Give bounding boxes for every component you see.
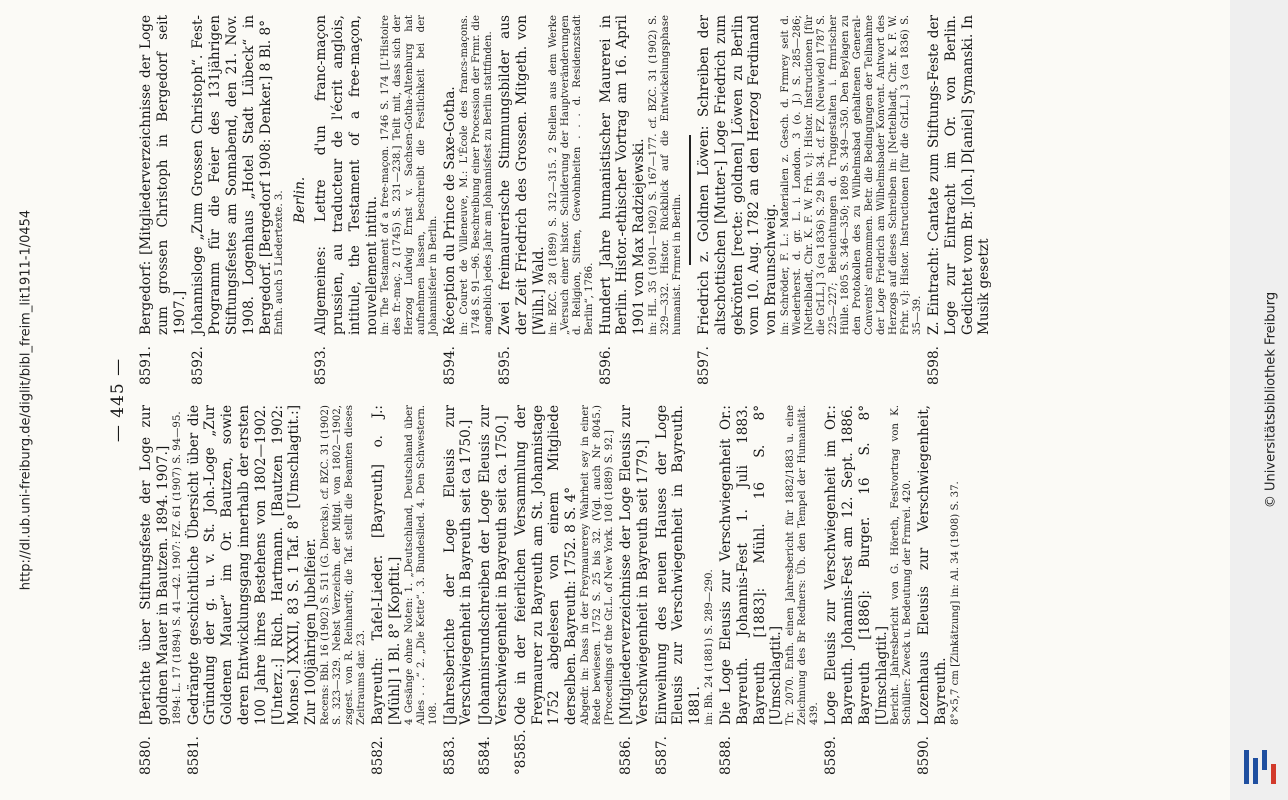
- source-url[interactable]: http://dl.ub.uni-freiburg.de/diglit/bibl_freim_lit1911-1/0454: [18, 209, 34, 591]
- entry-title: Z. Eintracht: Cantate zum Stiftungs-Feste der Loge zur Eintracht im Or. von Berlin. Gedichtet vom Br. J[oh.] D[aniel] Symanski. In Musik gesetzt: [925, 15, 993, 335]
- entry-title: Réception du Prince de Saxe-Gotha.: [442, 86, 459, 335]
- entry-title: Johannisloge „Zum Grossen Christoph“. Fest-Programm für die Feier des 131jährigen Stiftungsfestes am Sonnabend, den 21. Nov. 1908. Logenhaus „Hotel Stadt Lübeck“ in Bergedorf. [Bergedorf 1908: Denker.] 8 Bl. 8°: [190, 15, 274, 335]
- entry-note: in: HL. 35 (1901—1902) S. 167—177. cf. BZC. 31 (1902) S. 329—332. Histor. Rückblick auf die Entwickelungsphase humanist. Frmrei in Berlin.: [647, 15, 683, 335]
- bibliography-entry: [718, 405, 821, 775]
- entry-note: in: Schröder, F. L.: Materialien z. Gesch. d. Frmrey seit d. Wiederherst. d. gr. L. i. London. 3 (o. J.) S. 285—286; [Nettelbladt, Chr. K. F. W. Frh. v.]: Histor. Instructionen [für die GrLL.] 3 (ca 1836) S. 29 bis 34. cf. FZ. (Neuwied) 1787 S. 225—227; Beleuchtungen d. Truggestalten i. frmrischer Hülle. 1805 S. 346—350; 1809 S. 349—350. Den Beylagen zu den Protokollen des zu Wilhelmsbad gehaltenen General-Convents' entnommen. Betr. die Bedingungen der Teilnahme der Loge Friedrich am Wilhelmsbader Konvent. Antwort des Herzogs auf dieses Schreiben in: [Nettelbladt, Chr. K. F. W. Frhr. v.]: Histor. Instructionen [für die GrLL.] 3 (ca 1836) S. 35—39.: [779, 15, 923, 335]
- bibliography-entry: [138, 15, 188, 385]
- sidebar: [1230, 0, 1288, 800]
- entry-number: 8594.: [442, 346, 459, 385]
- entry-title: Ode in der feierlichen Versammlung der Freymaurer zu Bayreuth am St. Johannistage 1752 abgelesen von einem Mitgliede derselben. Bayreuth: 1752. 8 S. 4°: [512, 405, 580, 725]
- right-column: [138, 15, 995, 385]
- entry-number: °8585.: [512, 729, 529, 775]
- entry-number: 8588.: [717, 736, 734, 775]
- entry-note: in: Bh. 24 (1881) S. 289—290.: [703, 569, 715, 725]
- bibliography-entry: [654, 405, 716, 775]
- entry-title: Zwei freimaurerische Stimmungsbilder aus der Zeit Friedrich des Grossen. Mitgeth. von [Wilh.] Wald.: [497, 15, 547, 335]
- entry-title: Die Loge Eleusis zur Verschwiegenheit Or.: Bayreuth. Johannis-Fest 1. Juli 1883. Bayreuth [1883]: Mühl. 16 S. 8° [Umschlagtit.]: [717, 405, 785, 725]
- entry-title: Hundert Jahre humanistischer Maurerei in Berlin. Histor.-ethischer Vortrag am 16. April 1901 von Max Radziejewski.: [597, 15, 648, 335]
- bibliography-entry: [513, 405, 616, 775]
- bibliography-entry: [696, 15, 924, 385]
- bibliography-entry: [823, 405, 914, 775]
- bibliography-entry: [442, 15, 495, 385]
- entry-note: in: BZC. 28 (1899) S. 312—315. 2 Stellen aus dem Werke „Versuch einer histor. Schilderung der Hauptveränderungen d. Religion, Sitten, Gewohnheiten . . . d. Residenzstadt Berlin“, 1786.: [547, 15, 595, 335]
- entry-number: 8581.: [185, 736, 202, 775]
- entry-title: Allgemeines: Lettre d'un franc-maçon prussien, au traducteur de l'écrit anglois, intitule, the Testament of a free-maçon, nouvellement intitu.: [313, 15, 380, 335]
- entry-number: 8593.: [313, 346, 330, 385]
- entry-number: 8580.: [138, 736, 154, 775]
- entry-title: Lozenhaus Eleusis zur Verschwiegenheit, Bayreuth.: [916, 405, 950, 725]
- bibliography-entry: [370, 405, 440, 775]
- entry-title: [Johannisrundschreiben der Loge Eleusis zur Verschwiegenheit in Bayreuth seit ca. 1750.]: [477, 405, 510, 725]
- entry-number: 8582.: [369, 736, 386, 775]
- bibliography-entry: [916, 405, 962, 775]
- entry-note: 8°×5,7 cm [Zinkätzung] in: Al. 34 (1908) S. 37.: [949, 481, 961, 725]
- entry-note: Enth. auch 5 Liedertexte. 3.: [274, 190, 286, 335]
- bibliography-entry: [618, 405, 652, 775]
- section-heading: Berlin.: [292, 176, 309, 224]
- entry-number: 8583.: [441, 736, 458, 775]
- entry-title: Einweihung des neuen Hauses der Loge Eleusis zur Verschwiegenheit in Bayreuth. 1881.: [653, 405, 704, 725]
- entry-number: 8586.: [617, 736, 634, 775]
- bibliography-entry: [598, 15, 684, 385]
- bibliography-entry: [138, 405, 184, 775]
- entry-number: 8592.: [190, 346, 207, 385]
- bibliography-entry: [190, 15, 286, 385]
- entry-title: Loge Eleusis zur Verschwiegenheit im Or.: Bayreuth. Johannis-Fest am 12. Sept. 1886. Bayreuth [1886]: Burger. 16 S. 8° [Umschlagtit.]: [823, 405, 890, 725]
- entry-number: 8595.: [497, 346, 514, 385]
- left-column: [138, 405, 964, 775]
- section-divider: [689, 135, 691, 265]
- bibliography-entry: [313, 15, 440, 385]
- entry-number: 8589.: [823, 736, 840, 775]
- entry-note: 4 Gesänge ohne Noten: 1. „Deutschland, Deutschland über Alles . . .“ 2. „Die Kette“. 3. Bundeslied. 4. Den Schwestern. 108.: [403, 405, 439, 725]
- entry-title: Bayreuth: Tafel-Lieder. [Bayreuth] o. J.: [Mühl] 1 Bl. 8° [Kopftit.]: [369, 405, 403, 725]
- logo-bar-2: [1253, 758, 1258, 784]
- entry-number: 8598.: [925, 346, 942, 385]
- entry-title: Friedrich z. Goldnen Löwen: Schreiben der altschottischen [Mutter-] Loge Friedrich zum gekrönten [recte: goldnen] Löwen zu Berlin vom 10. Aug. 1782 an den Herzog Ferdinand von Braunschweig.: [695, 15, 780, 335]
- entry-title: [Jahresberichte der Loge Eleusis zur Verschwiegenheit in Bayreuth seit ca 1750.]: [441, 405, 475, 725]
- library-logo-icon: [1240, 748, 1282, 786]
- entry-note: in: The Testament of a free-maçon. 1746 S. 174 [L'Histoire des fr.-maç. 2 (1745) S. 231—238.] Teilt mit, dass sich der Herzog Ludwig Ernst v. Sachsen-Gotha-Altenburg hat aufnehmen lassen, beschreibt die Festlichkeit bei der Johannisfeier in Berlin.: [380, 15, 440, 335]
- logo-bar-3: [1262, 750, 1267, 770]
- entry-number: 8591.: [138, 346, 154, 385]
- bibliography-entry: [186, 405, 368, 775]
- logo-bar-4: [1271, 764, 1276, 784]
- entry-title: [Mitgliederverzeichnisse der Loge Eleusis zur Verschwiegenheit in Bayreuth seit 1779.]: [617, 405, 651, 725]
- bibliography-entry: [477, 405, 511, 775]
- entry-number: 8584.: [477, 736, 494, 775]
- entry-number: 8597.: [695, 346, 712, 385]
- entry-number: 8587.: [653, 736, 670, 775]
- page-number: — 445 —: [108, 357, 128, 443]
- bibliography-entry: [442, 405, 476, 775]
- entry-number: 8596.: [597, 346, 614, 385]
- copyright-notice: © Universitätsbibliothek Freiburg: [1263, 291, 1279, 509]
- entry-note: 1894: L. 17 (1894) S. 41—42. 1907: FZ. 61 (1907) S. 94—95.: [171, 411, 183, 725]
- entry-note: Bericht. Jahresbericht von G. Höreth, Festvortrag von K. Schüller: Zweck u. Bedeutung der Frmrei. 420.: [890, 405, 914, 725]
- entry-note: Abgedr. in: Dass in der Freymaurerey Wahrheit sey in einer Rede bewiesen. 1752 S. 25 bis 32. (Vgl. auch Nr 8045.) [Proceedings of the Gr.L. of New York. 108 (1889) S. 92.]: [579, 405, 615, 725]
- bibliography-entry: [926, 15, 993, 385]
- entry-note: Tr. 2070. Enth. einen Jahresbericht für 1882/1883 u. eine Zeichnung des Br Redners: Üb. den Tempel der Humanität. 439.: [785, 405, 821, 725]
- entry-title: Gedrängte geschichtliche Übersicht über die Gründung der g. u. v. St. Joh.-Loge „Zur Goldenen Mauer“ im Or. Bautzen, sowie deren Entwicklungsgang innerhalb der ersten 100 Jahre ihres Bestehens von 1802—1902. [Unterz.:] Rich. Hartmann. [Bautzen 1902: Monse.] XXXII, 83 S. 1 Taf. 8° [Umschlagtit.:] Zur 100jährigen Jubelfeier.: [185, 405, 320, 725]
- entry-number: 8590.: [916, 736, 933, 775]
- logo-bar-1: [1244, 750, 1249, 784]
- entry-note: Recens: Bbl. 16 (1902) S. 511 (G. Diercks). cf. BZC. 31 (1902) S. 323—329. Nebst Verzeichn. der Mitgl. von 1802—1902, zsgest. von R. Reinhardt; die Taf. stellt die Beamten dieses Zeitraums dar. 23.: [319, 405, 367, 725]
- entry-title: Bergedorf: [Mitgliederverzeichnisse der Loge zum grossen Christoph in Bergedorf seit 1907.]: [138, 15, 188, 335]
- entry-title: [Berichte über Stiftungsfeste der Loge zur goldnen Mauer in Bautzen. 1894. 1907.]: [138, 405, 171, 725]
- bibliography-entry: [497, 15, 595, 385]
- entry-note: in: Couret de Villeneuve, M.: L'École des francs-maçons. 1748 S. 91—96. Beschreibung einer Procession der Frmr. die angeblich jedes Jahr am Johannisfest zu Berlin stattfinden.: [459, 15, 495, 335]
